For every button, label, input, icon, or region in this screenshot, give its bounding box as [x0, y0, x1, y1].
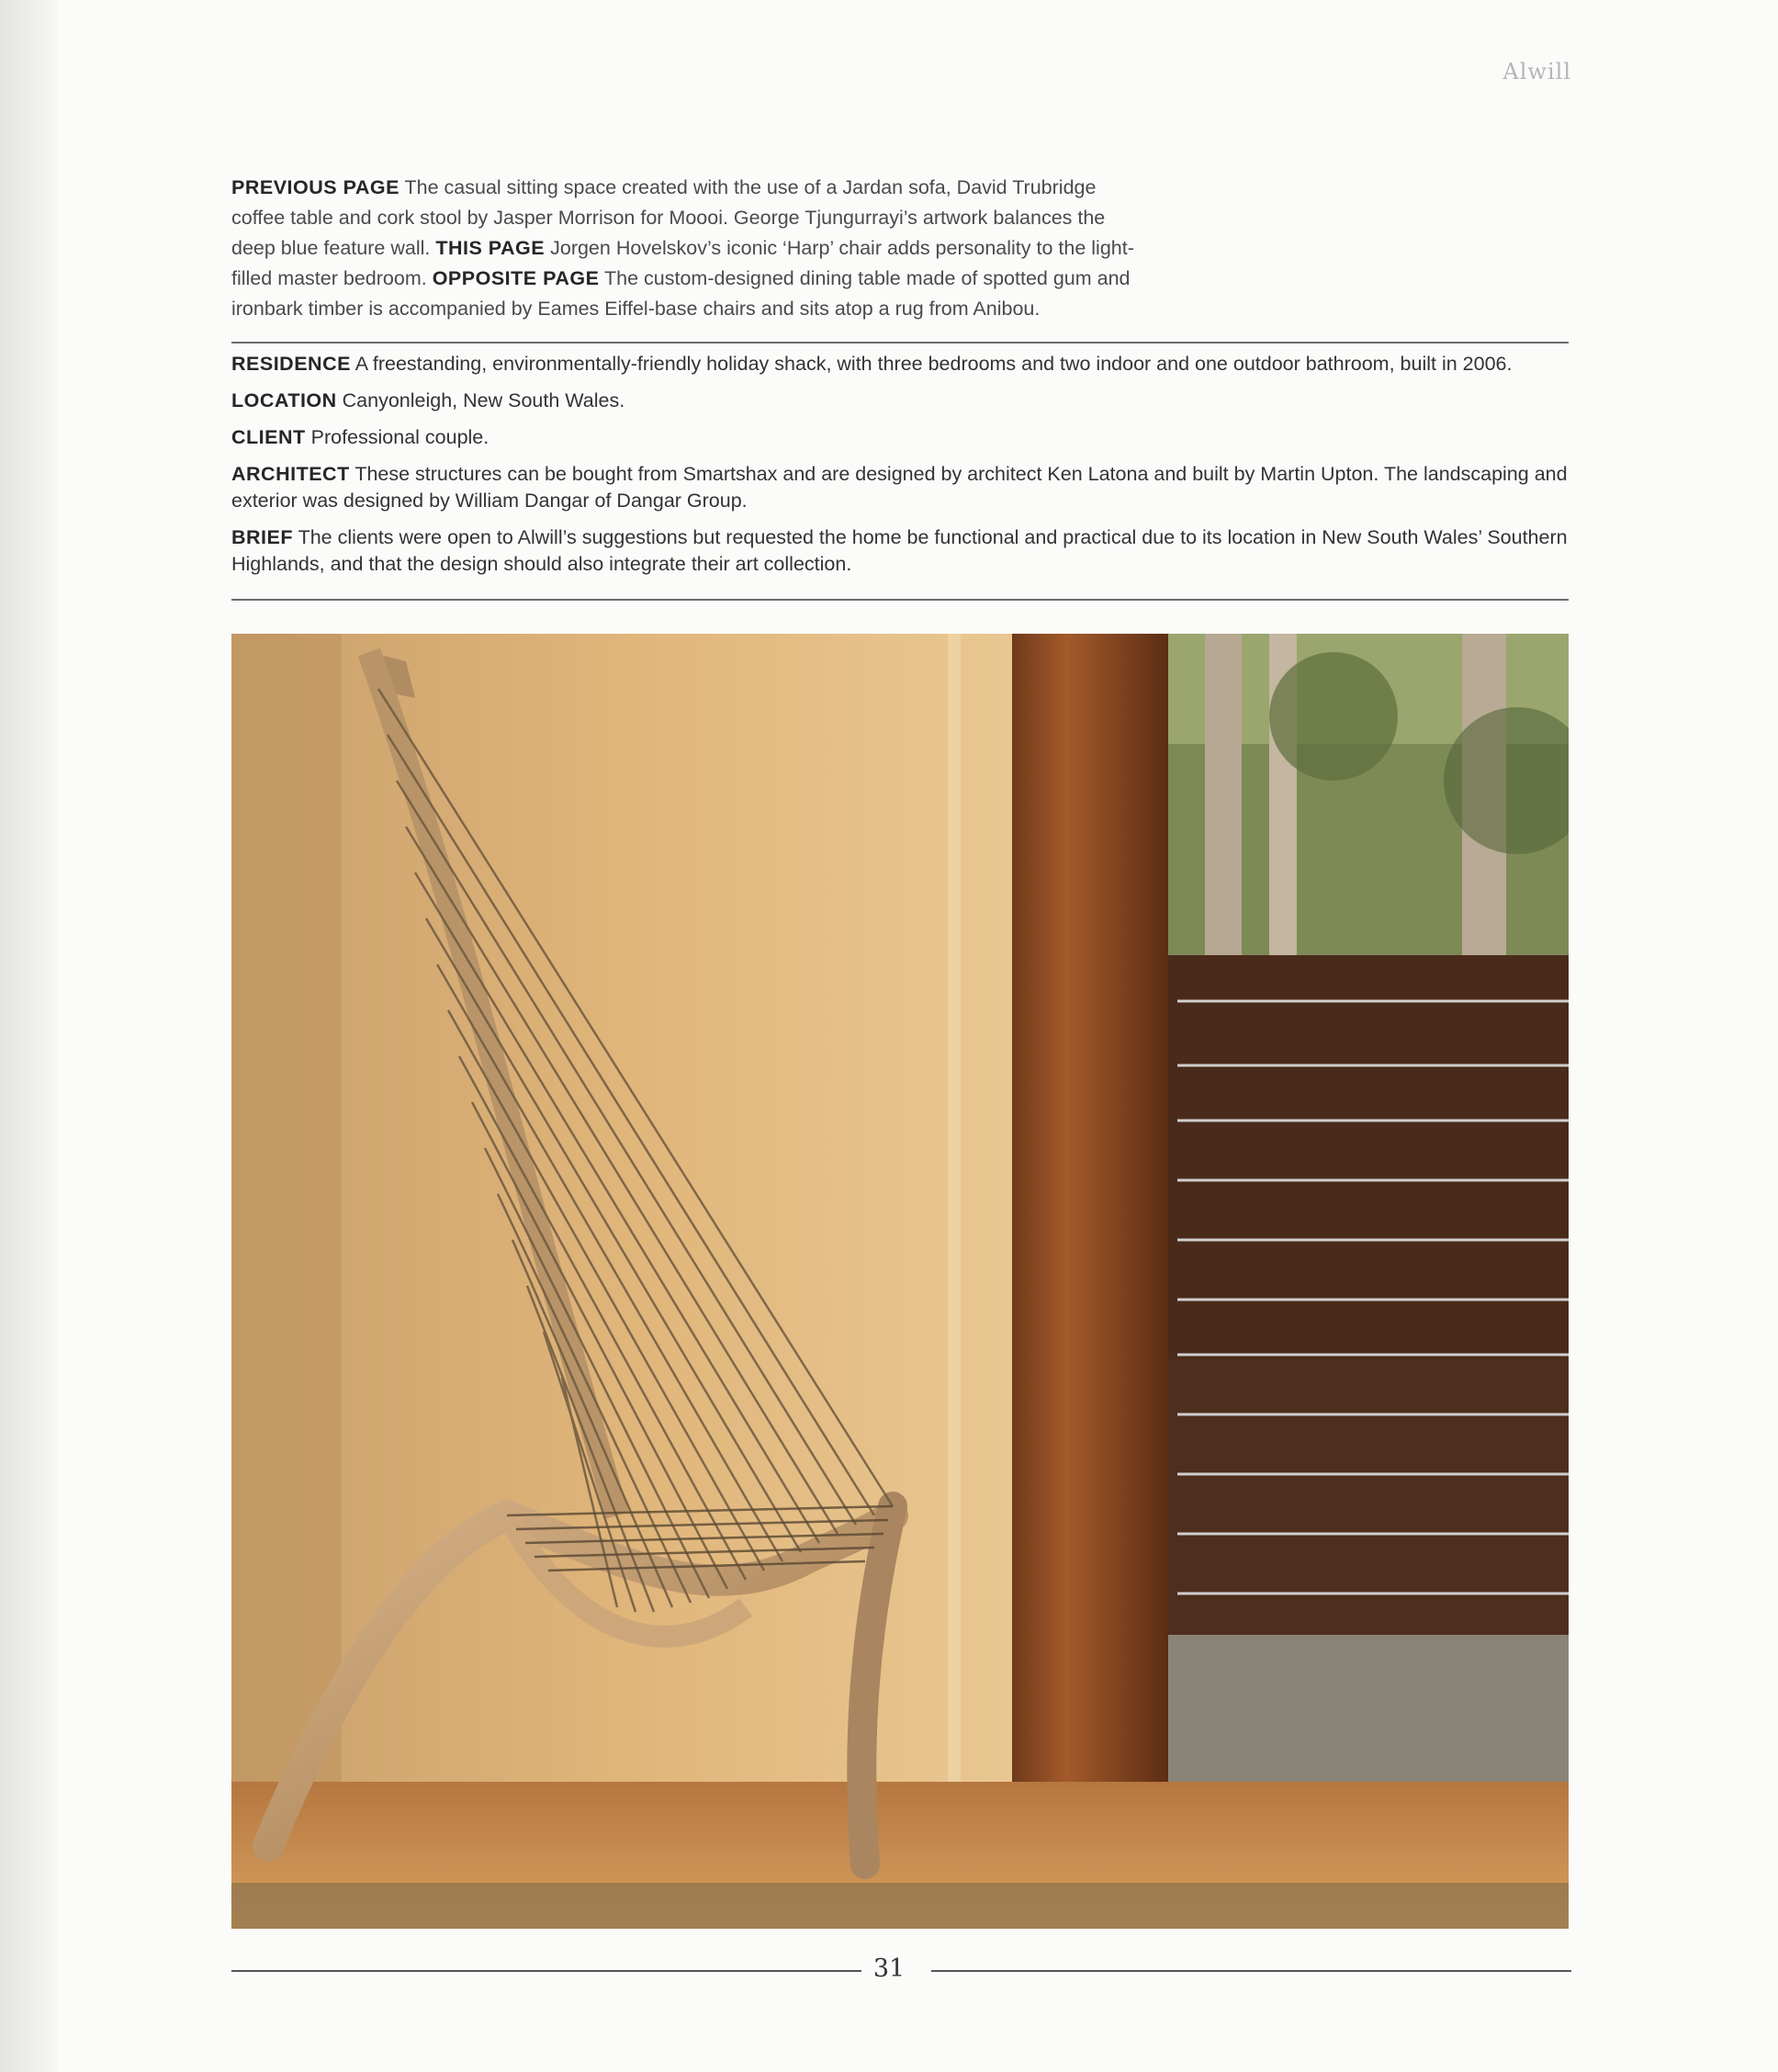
page-number: 31: [872, 1954, 906, 1983]
caption-block: [231, 173, 1150, 324]
spec-text: These structures can be bought from Smartshax and are designed by architect Ken Latona and built by Martin Upton. The landscaping and exterior was designed by William Dangar of Dangar Group.: [231, 463, 1568, 512]
spec-architect: [231, 461, 1569, 514]
spec-text: Professional couple.: [310, 426, 490, 448]
footer-rule-right: [931, 1970, 1571, 1972]
running-head: Alwill: [1502, 59, 1571, 84]
spec-location: [231, 388, 1569, 414]
spec-text: The clients were open to Alwill’s suggestions but requested the home be functional and practical due to its location in New South Wales’ Southern Highlands, and that the design should also integrate their art collection.: [231, 526, 1568, 575]
spec-label: ARCHITECT: [231, 463, 350, 485]
top-divider: [231, 342, 1569, 343]
spec-residence: [231, 351, 1569, 377]
spec-label: LOCATION: [231, 389, 337, 411]
spec-label: BRIEF: [231, 526, 293, 548]
caption-label-opposite-page: OPPOSITE PAGE: [432, 267, 600, 289]
caption-label-previous-page: PREVIOUS PAGE: [231, 176, 399, 198]
caption-text-previous-page: The casual sitting space created with the use of a Jardan sofa, David Trubridge coffee table and cork stool by Jasper Morrison for Moooi. George Tjungurrayi’s artwork balances the deep blue feature wall.: [231, 176, 1106, 259]
caption-label-this-page: THIS PAGE: [435, 237, 546, 259]
bottom-divider: [231, 599, 1569, 601]
spec-brief: [231, 524, 1569, 578]
spec-text: A freestanding, environmentally-friendly holiday shack, with three bedrooms and two indoor and one outdoor bathroom, built in 2006.: [354, 353, 1513, 375]
spec-text: Canyonleigh, New South Wales.: [342, 389, 625, 411]
book-gutter-shadow: [0, 0, 59, 2072]
spec-client: [231, 424, 1569, 451]
caption-text-this-page: Jorgen Hovelskov’s iconic ‘Harp’ chair adds personality to the light-filled master bedroom.: [231, 237, 1134, 289]
caption-text-opposite-page: The custom-designed dining table made of spotted gum and ironbark timber is accompanied by Eames Eiffel-base chairs and sits atop a rug from Anibou.: [231, 267, 1131, 320]
project-specs: [231, 351, 1569, 588]
spec-label: CLIENT: [231, 426, 306, 448]
harp-chair-photo: [231, 634, 1569, 1929]
spec-label: RESIDENCE: [231, 353, 351, 375]
